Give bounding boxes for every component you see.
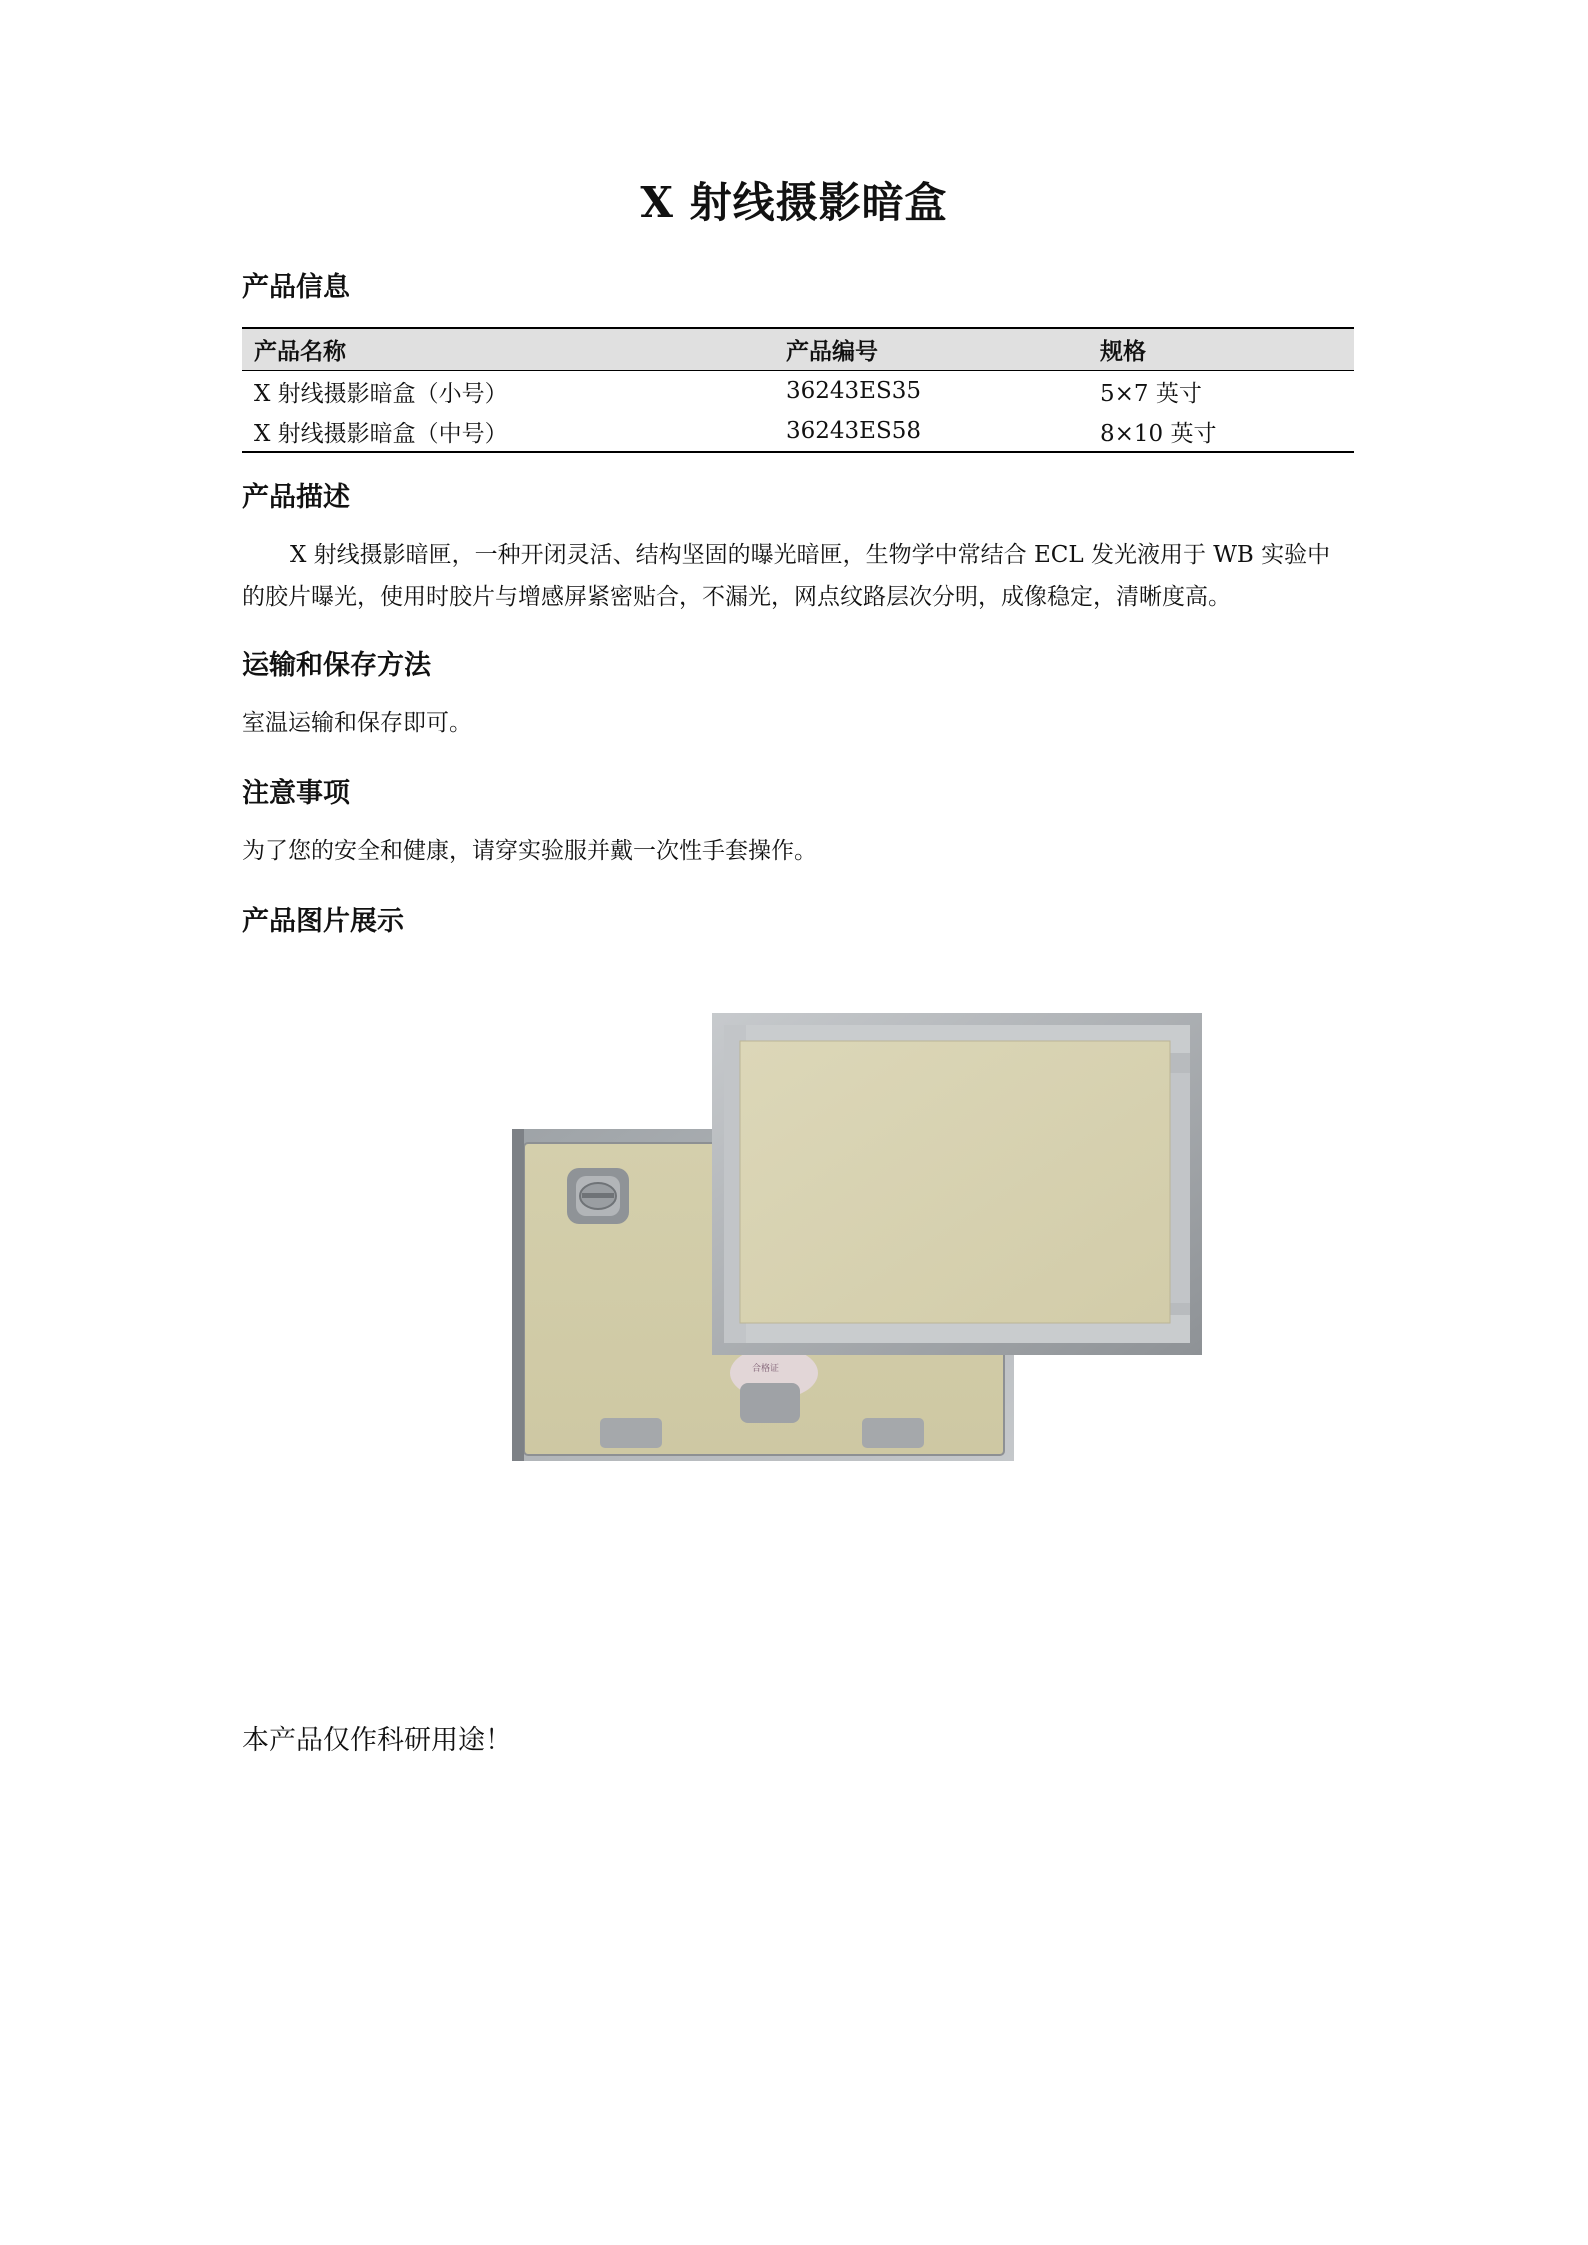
table-header-code: 产品编号 [774, 328, 1088, 371]
notes-text: 为了您的安全和健康，请穿实验服并戴一次性手套操作。 [242, 838, 817, 864]
storage-text: 室温运输和保存即可。 [242, 710, 472, 736]
section-heading-notes: 注意事项 [242, 778, 350, 809]
page-title: X 射线摄影暗盒 [640, 178, 948, 227]
section-heading-storage: 运输和保存方法 [242, 650, 431, 681]
table-header-spec: 规格 [1088, 328, 1354, 371]
table-cell-name: X 射线摄影暗盒（中号） [242, 411, 774, 452]
table-header-name: 产品名称 [242, 328, 774, 371]
table-cell-code: 36243ES35 [786, 378, 921, 404]
stamp-label: 合格证 [752, 1364, 780, 1374]
product-photo [512, 1013, 1202, 1461]
cassette-photo [512, 1013, 1202, 1461]
table-cell-name: X 射线摄影暗盒（小号） [254, 380, 508, 407]
table-header-row [242, 328, 1354, 371]
description-text: X 射线摄影暗匣，一种开闭灵活、结构坚固的曝光暗匣，生物学中常结合 ECL 发光液用于 WB 实验中的胶片曝光，使用时胶片与增感屏紧密贴合，不漏光，网点纹路层次分明，成像稳定，清晰度高。 [242, 542, 1331, 610]
section-heading-product-info: 产品信息 [242, 272, 350, 303]
table-cell-spec: 5×7 英寸 [1100, 380, 1202, 407]
product-table [242, 327, 1354, 453]
table-row [242, 371, 1354, 412]
table-cell-spec: 8×10 英寸 [1088, 411, 1354, 452]
table-cell-code: 36243ES58 [774, 411, 1088, 452]
table-row [242, 411, 1354, 452]
research-use-note: 本产品仅作科研用途！ [242, 1725, 512, 1756]
front-cassette [712, 1013, 1202, 1355]
section-heading-description: 产品描述 [242, 482, 350, 513]
section-heading-images: 产品图片展示 [242, 906, 404, 937]
